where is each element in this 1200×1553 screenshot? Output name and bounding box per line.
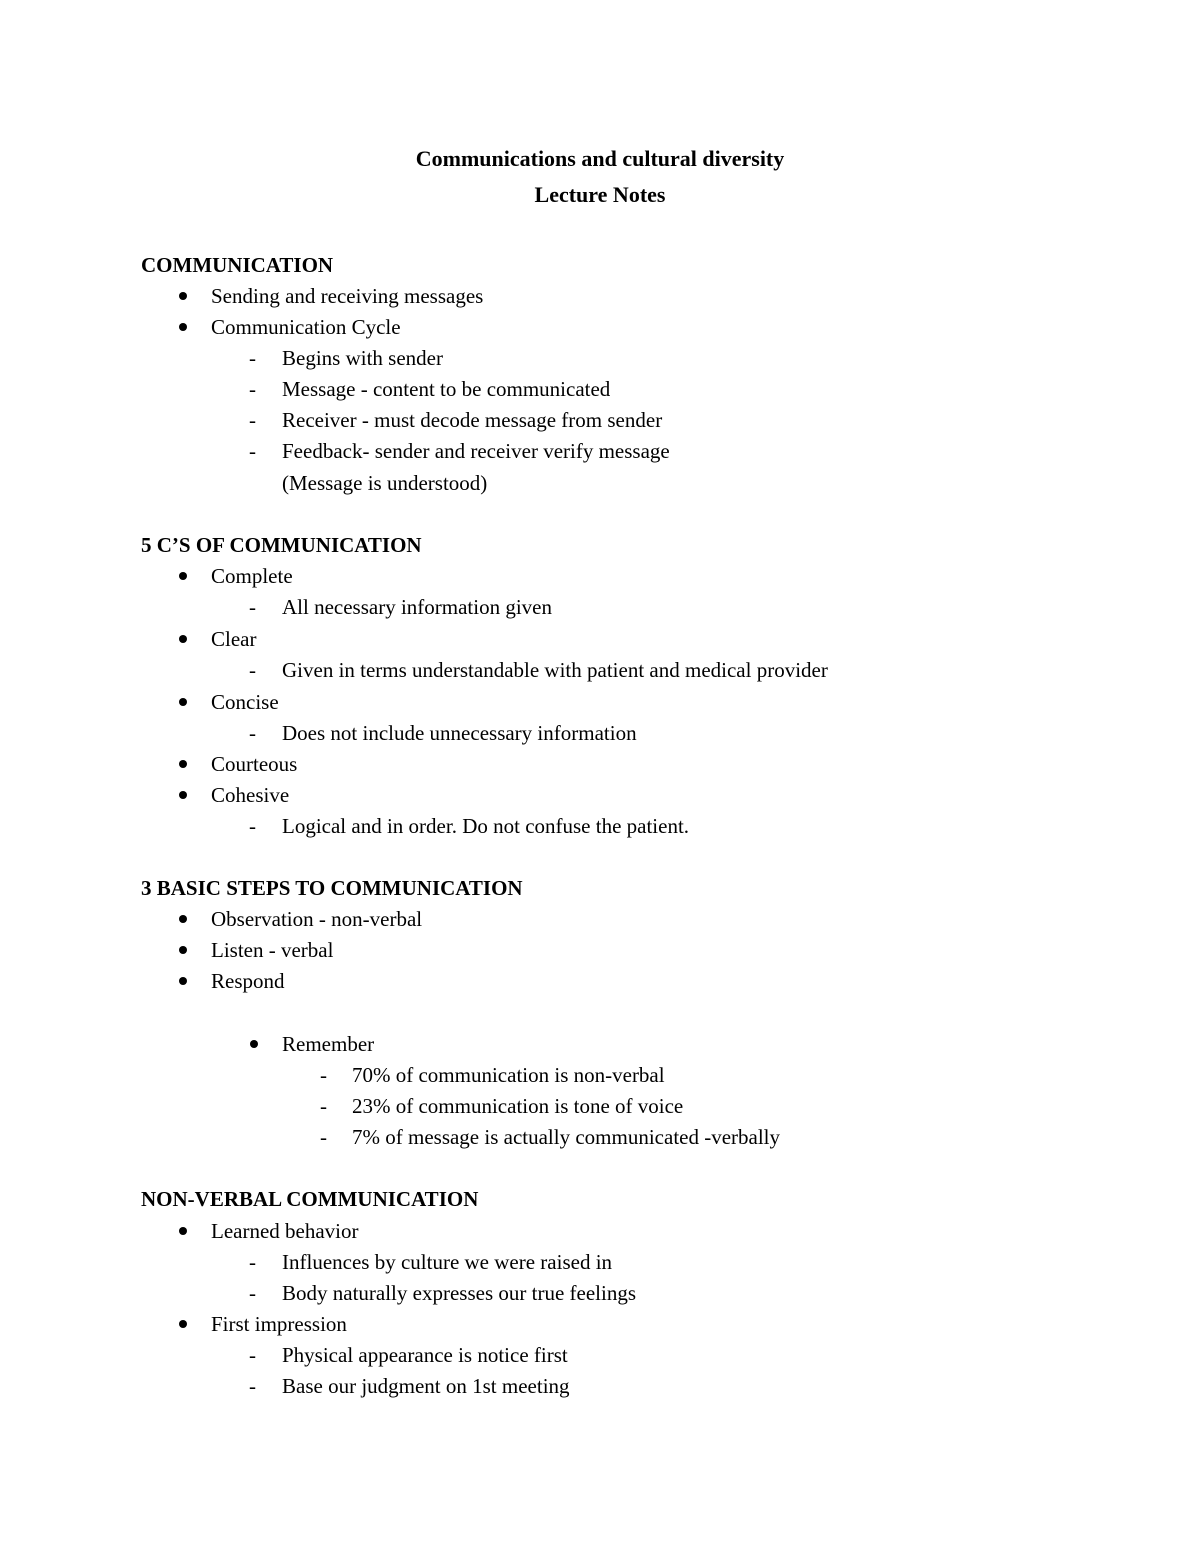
dash-marker: -	[320, 1094, 327, 1118]
sub-list-item: 70% of communication is non-verbal	[352, 1063, 665, 1087]
bullet-icon	[179, 760, 187, 768]
list-item: Communication Cycle	[211, 315, 401, 339]
bullet-icon	[179, 635, 187, 643]
sub-list-item: Base our judgment on 1st meeting	[282, 1374, 570, 1398]
dash-marker: -	[320, 1063, 327, 1087]
list-item: Observation - non-verbal	[211, 907, 423, 931]
list-item: Courteous	[211, 752, 298, 776]
bullet-icon	[250, 1040, 258, 1048]
bullet-icon	[179, 915, 187, 923]
bullet-icon	[179, 1227, 187, 1235]
sub-list-item: Body naturally expresses our true feelings	[282, 1281, 636, 1305]
sub-list-item-continuation: (Message is understood)	[282, 471, 488, 495]
dash-marker: -	[249, 377, 256, 401]
section-heading-communication: COMMUNICATION	[141, 253, 334, 277]
sub-list-item: 23% of communication is tone of voice	[352, 1094, 684, 1118]
sub-list-item: 7% of message is actually communicated -verbally	[352, 1125, 781, 1149]
list-item: Concise	[211, 690, 279, 714]
sub-list-item: Physical appearance is notice first	[282, 1343, 568, 1367]
dash-marker: -	[249, 1281, 256, 1305]
section-heading-three-steps: 3 BASIC STEPS TO COMMUNICATION	[141, 876, 523, 900]
bullet-icon	[179, 292, 187, 300]
sub-list-item: Given in terms understandable with patient and medical provider	[282, 658, 828, 682]
sub-list-item: Receiver - must decode message from sender	[282, 408, 663, 432]
dash-marker: -	[249, 408, 256, 432]
sub-list-item: All necessary information given	[282, 595, 553, 619]
document-subtitle: Lecture Notes	[534, 182, 666, 207]
sub-list-item: Message - content to be communicated	[282, 377, 611, 401]
list-item: Sending and receiving messages	[211, 284, 484, 308]
bullet-icon	[179, 323, 187, 331]
bullet-icon	[179, 977, 187, 985]
list-item: First impression	[211, 1312, 347, 1336]
bullet-icon	[179, 1320, 187, 1328]
dash-marker: -	[249, 814, 256, 838]
bullet-icon	[179, 791, 187, 799]
dash-marker: -	[249, 658, 256, 682]
dash-marker: -	[249, 721, 256, 745]
list-item: Complete	[211, 564, 293, 588]
sub-list-item: Begins with sender	[282, 346, 443, 370]
document-title: Communications and cultural diversity	[415, 146, 785, 171]
sub-list-item: Logical and in order. Do not confuse the patient.	[282, 814, 690, 838]
bullet-icon	[179, 698, 187, 706]
list-item: Learned behavior	[211, 1219, 359, 1243]
section-heading-nonverbal: NON-VERBAL COMMUNICATION	[141, 1187, 479, 1211]
list-item: Clear	[211, 627, 257, 651]
dash-marker: -	[249, 595, 256, 619]
bullet-icon	[179, 572, 187, 580]
bullet-icon	[179, 946, 187, 954]
dash-marker: -	[249, 346, 256, 370]
sub-list-item: Influences by culture we were raised in	[282, 1250, 613, 1274]
section-heading-five-cs: 5 C’S OF COMMUNICATION	[141, 533, 422, 557]
dash-marker: -	[320, 1125, 327, 1149]
sub-list-item: Does not include unnecessary information	[282, 721, 637, 745]
dash-marker: -	[249, 1343, 256, 1367]
list-item: Remember	[282, 1032, 375, 1056]
sub-list-item: Feedback- sender and receiver verify message	[282, 439, 670, 463]
dash-marker: -	[249, 1374, 256, 1398]
dash-marker: -	[249, 439, 256, 463]
dash-marker: -	[249, 1250, 256, 1274]
list-item: Respond	[211, 969, 285, 993]
list-item: Listen - verbal	[211, 938, 334, 962]
list-item: Cohesive	[211, 783, 290, 807]
